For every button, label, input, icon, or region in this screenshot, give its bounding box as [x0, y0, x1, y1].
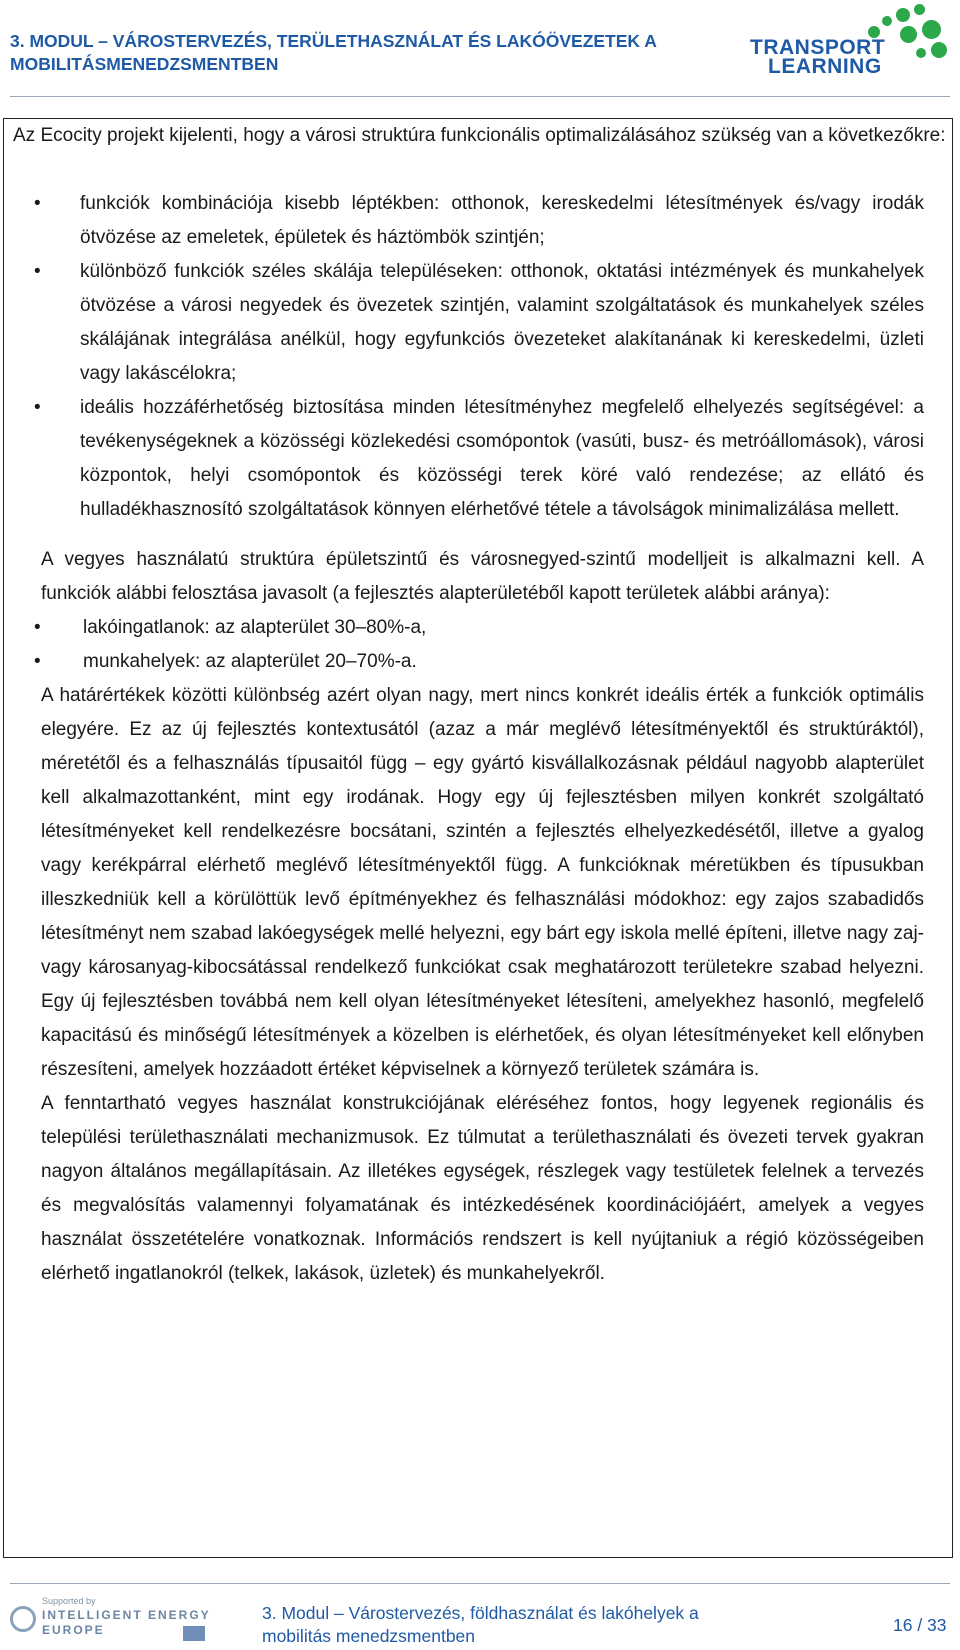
- logo-text-line2: LEARNING: [768, 55, 882, 78]
- header-title: [10, 30, 700, 76]
- logo-dot-icon: [922, 20, 941, 39]
- list-item-text: funkciók kombinációja kisebb léptékben: otthonok, kereskedelmi létesítmények és/vagy irodák ötvözése az emeletek, épületek és háztömbök szintjén;: [80, 193, 924, 248]
- footer-title-line1: 3. Modul – Várostervezés, földhasználat és lakóhelyek a: [262, 1603, 699, 1623]
- footer-module-title: [262, 1602, 782, 1648]
- paragraph-sustainable: A fenntartható vegyes használat konstrukciójának eléréséhez fontos, hogy legyenek regionális és települési területhasználati mechanizmusok. Ez túlmutat a területhasználati és övezeti tervek gyakran nagyon általános megállapításain. Az illetékes egységek, részlegek vagy testületek felelnek a tervezés és megvalósítás valamennyi folyamatának és intézkedésének koordinációjáért, amelyek a vegyes használat összetételére vonatkoznak. Információs rendszert is kell nyújtaniuk a régió közösségeiben elérhető ingatlanokról (telkek, lakások, üzletek) és munkahelyekről.: [41, 1093, 924, 1284]
- header-title-line1: 3. MODUL – VÁROSTERVEZÉS, TERÜLETHASZNÁLAT ÉS LAKÓÖVEZETEK A: [10, 31, 657, 51]
- bullet-icon: •: [34, 193, 41, 214]
- footer-divider: [10, 1583, 950, 1584]
- header-divider: [10, 96, 950, 97]
- paragraph-mixed-use: A vegyes használatú struktúra épületszintű és városnegyed-szintű modelljeit is alkalmazni kell. A funkciók alábbi felosztása javasolt (a fejlesztés alapterületéből kapott területek alábbi aránya):: [41, 549, 924, 604]
- ratio-list: [34, 611, 924, 679]
- sponsor-name-line1: INTELLIGENT ENERGY: [42, 1608, 211, 1622]
- bullet-icon: •: [34, 261, 41, 282]
- function-list: [4, 187, 939, 527]
- iee-logo-icon: [10, 1606, 36, 1632]
- logo-text: [750, 38, 885, 76]
- intelligent-energy-europe-logo: [10, 1596, 240, 1644]
- sponsor-caption: Supported by: [42, 1596, 96, 1606]
- content-frame: [3, 118, 953, 1558]
- logo-dot-icon: [931, 42, 947, 58]
- logo-text-line1: TRANSPORT: [750, 36, 886, 59]
- transport-learning-logo: [748, 4, 953, 84]
- list-item-text: lakóingatlanok: az alapterület 30–80%-a,: [83, 617, 427, 638]
- sponsor-name-line2: EUROPE: [42, 1623, 105, 1637]
- list-item: [4, 391, 924, 527]
- list-item: [34, 611, 924, 645]
- logo-dot-icon: [896, 8, 910, 22]
- list-item: [4, 187, 924, 255]
- paragraph-limits: A határértékek közötti különbség azért olyan nagy, mert nincs konkrét ideális érték a funkciók optimális elegyére. Ez az új fejlesztés kontextusától (azaz a már meglévő létesítményektől és struktúráktól), méretétől és a felhasználás típusaitól függ – egy gyártó kisvállalkozásnak például nagyobb alapterület kell alkalmazottanként, mint egy irodának. Hogy egy új fejlesztésben milyen konkrét szolgáltató létesítményeket kell rendelkezésre bocsátani, szintén a fejlesztés elhelyezkedésétől, illetve a gyalog vagy kerékpárral elérhető meglévő létesítményektől függ. A funkcióknak méretükben és típusukban illeszkedniük kell a körülöttük levő építményekhez és felhasználási módokhoz: egy zajos szabadidős létesítményt nem szabad lakóegységek mellé helyezni, egy bárt egy iskola mellé építeni, illetve nagy zaj- vagy károsanyag-kibocsátással rendelkező funkciókat csak meghatározott területekre szabad helyezni. Egy új fejlesztésben továbbá nem kell olyan létesítményeket létesíteni, amelyekhez hasonló, megfelelő kapacitású és minőségű létesítmények a közelben is elérhetőek, és olyan létesítményeket kell előnyben részesíteni, amelyek hozzáadott értéket képviselnek a környező területek számára is.: [41, 685, 924, 1080]
- logo-dot-icon: [900, 26, 917, 43]
- intro-paragraph: Az Ecocity projekt kijelenti, hogy a városi struktúra funkcionális optimalizálásához szükség van a következőkre:: [13, 125, 946, 146]
- logo-dot-icon: [914, 4, 925, 15]
- list-item-text: különböző funkciók széles skálája településeken: otthonok, oktatási intézmények és munkahelyek ötvözése a városi negyedek és övezetek szintjén, valamint szolgáltatások és munkahelyek széles skálájának integrálása anélkül, hogy egyfunkciós övezeteket alakítanának ki kereskedelmi, üzleti vagy lakáscélokra;: [80, 261, 924, 384]
- list-item-text: munkahelyek: az alapterület 20–70%-a.: [83, 651, 417, 672]
- header-title-line2: MOBILITÁSMENEDZSMENTBEN: [10, 54, 279, 74]
- bullet-icon: •: [34, 397, 41, 418]
- page-number: 16 / 33: [893, 1615, 947, 1635]
- bullet-icon: •: [34, 617, 41, 638]
- logo-dot-icon: [882, 16, 892, 26]
- list-item-text: ideális hozzáférhetőség biztosítása minden létesítményhez megfelelő elhelyezés segítségével: a tevékenységeknek a közösségi közlekedési csomópontok (vasúti, busz- és metróállomások), városi központok, helyi csomópontok és közösségi terek köré való rendezése; az ellátó és hulladékhasznosító szolgáltatások könnyen elérhetővé tétele a távolságok minimalizálása mellett.: [80, 397, 924, 520]
- body-text: [34, 543, 924, 1291]
- list-item: [34, 645, 924, 679]
- page-header: [10, 26, 950, 96]
- list-item: [4, 255, 924, 391]
- logo-dot-icon: [916, 48, 926, 58]
- footer-title-line2: mobilitás menedzsmentben: [262, 1626, 476, 1646]
- eu-flag-icon: [183, 1626, 205, 1641]
- bullet-icon: •: [34, 651, 41, 672]
